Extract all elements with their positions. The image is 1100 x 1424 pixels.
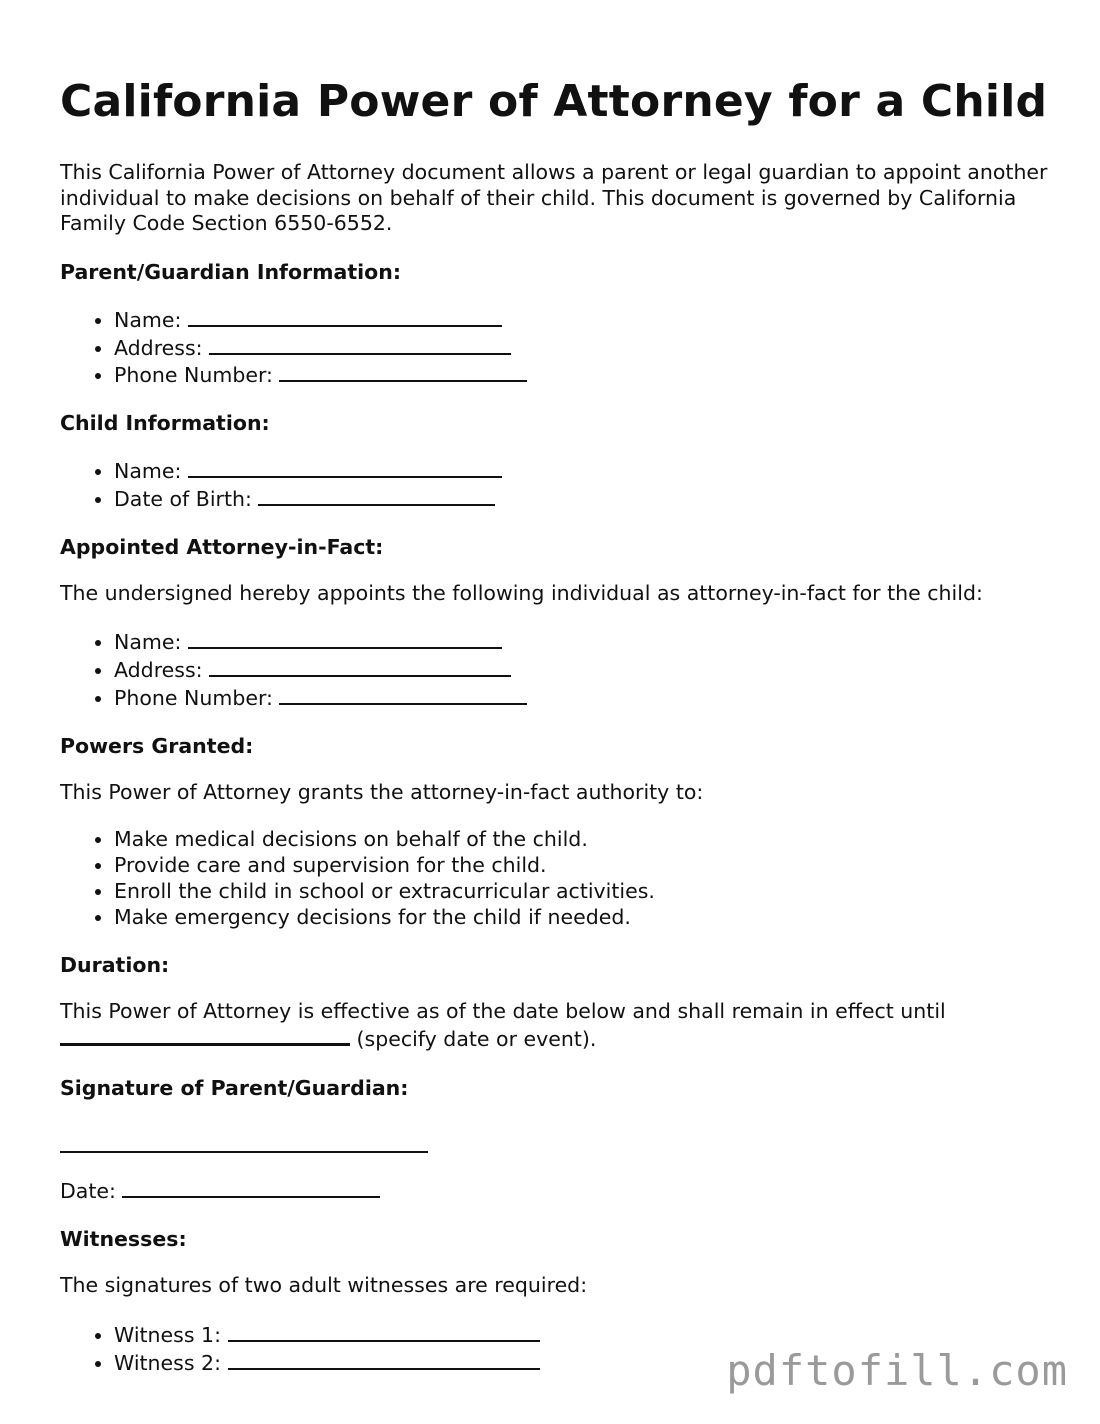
child-dob-label: Date of Birth: <box>114 486 252 511</box>
attorney-name-field <box>114 628 1050 656</box>
child-heading: Child Information: <box>60 411 270 436</box>
parent-name-field <box>114 306 1050 334</box>
parent-phone-blank[interactable] <box>279 361 527 382</box>
duration-blank[interactable] <box>60 1024 350 1046</box>
powers-list <box>60 827 1050 930</box>
witness1-field <box>114 1321 1050 1349</box>
watermark: pdftofill.com <box>726 1346 1068 1395</box>
child-fields <box>60 457 1050 513</box>
attorney-phone-blank[interactable] <box>279 684 527 705</box>
witness2-label: Witness 2: <box>114 1350 221 1375</box>
signature-date-field <box>60 1177 1050 1205</box>
parent-signature-line[interactable] <box>60 1149 428 1153</box>
witnesses-paragraph: The signatures of two adult witnesses are required: <box>60 1273 588 1298</box>
witness1-blank[interactable] <box>228 1321 540 1342</box>
duration-paragraph <box>60 999 1050 1053</box>
page-title: California Power of Attorney for a Child <box>60 76 1048 127</box>
powers-heading: Powers Granted: <box>60 733 254 758</box>
child-name-field <box>114 457 1050 485</box>
parent-address-blank[interactable] <box>209 334 511 355</box>
signature-date-label: Date: <box>60 1178 116 1203</box>
child-dob-field <box>114 485 1050 513</box>
witnesses-heading: Witnesses: <box>60 1227 187 1252</box>
attorney-phone-field <box>114 684 1050 712</box>
power-item: • Provide care and supervision for the child. <box>114 853 1050 879</box>
parent-heading: Parent/Guardian Information: <box>60 259 402 284</box>
power-item: • Make medical decisions on behalf of the child. <box>114 827 1050 853</box>
power-item: • Make emergency decisions for the child if needed. <box>114 905 1050 931</box>
duration-suffix: (specify date or event). <box>356 1027 597 1052</box>
witness1-label: Witness 1: <box>114 1322 221 1347</box>
attorney-address-label: Address: <box>114 658 203 683</box>
duration-text: This Power of Attorney is effective as of the date below and shall remain in effect until <box>60 998 946 1023</box>
attorney-heading: Appointed Attorney-in-Fact: <box>60 534 384 559</box>
attorney-address-blank[interactable] <box>209 656 511 677</box>
signature-heading: Signature of Parent/Guardian: <box>60 1075 409 1100</box>
document-page <box>60 74 1050 1398</box>
parent-name-blank[interactable] <box>188 306 502 327</box>
child-name-blank[interactable] <box>188 457 502 478</box>
signature-date-blank[interactable] <box>122 1177 380 1198</box>
parent-fields <box>60 306 1050 389</box>
attorney-paragraph: The undersigned hereby appoints the following individual as attorney-in-fact for the child: <box>60 580 983 605</box>
attorney-name-label: Name: <box>114 630 182 655</box>
child-dob-blank[interactable] <box>258 485 495 506</box>
duration-heading: Duration: <box>60 952 170 977</box>
parent-address-field <box>114 334 1050 362</box>
child-name-label: Name: <box>114 459 182 484</box>
intro-paragraph: This California Power of Attorney document allows a parent or legal guardian to appoint another individual to make decisions on behalf of their child. This document is governed by California Family Code Section 6550-6552. <box>60 160 1048 236</box>
attorney-fields <box>60 628 1050 711</box>
power-item: • Enroll the child in school or extracurricular activities. <box>114 879 1050 905</box>
attorney-name-blank[interactable] <box>188 628 502 649</box>
parent-name-label: Name: <box>114 307 182 332</box>
attorney-phone-label: Phone Number: <box>114 685 273 710</box>
witness2-blank[interactable] <box>228 1349 540 1370</box>
parent-address-label: Address: <box>114 335 203 360</box>
powers-paragraph: This Power of Attorney grants the attorney-in-fact authority to: <box>60 779 704 804</box>
parent-phone-label: Phone Number: <box>114 363 273 388</box>
parent-phone-field <box>114 361 1050 389</box>
attorney-address-field <box>114 656 1050 684</box>
